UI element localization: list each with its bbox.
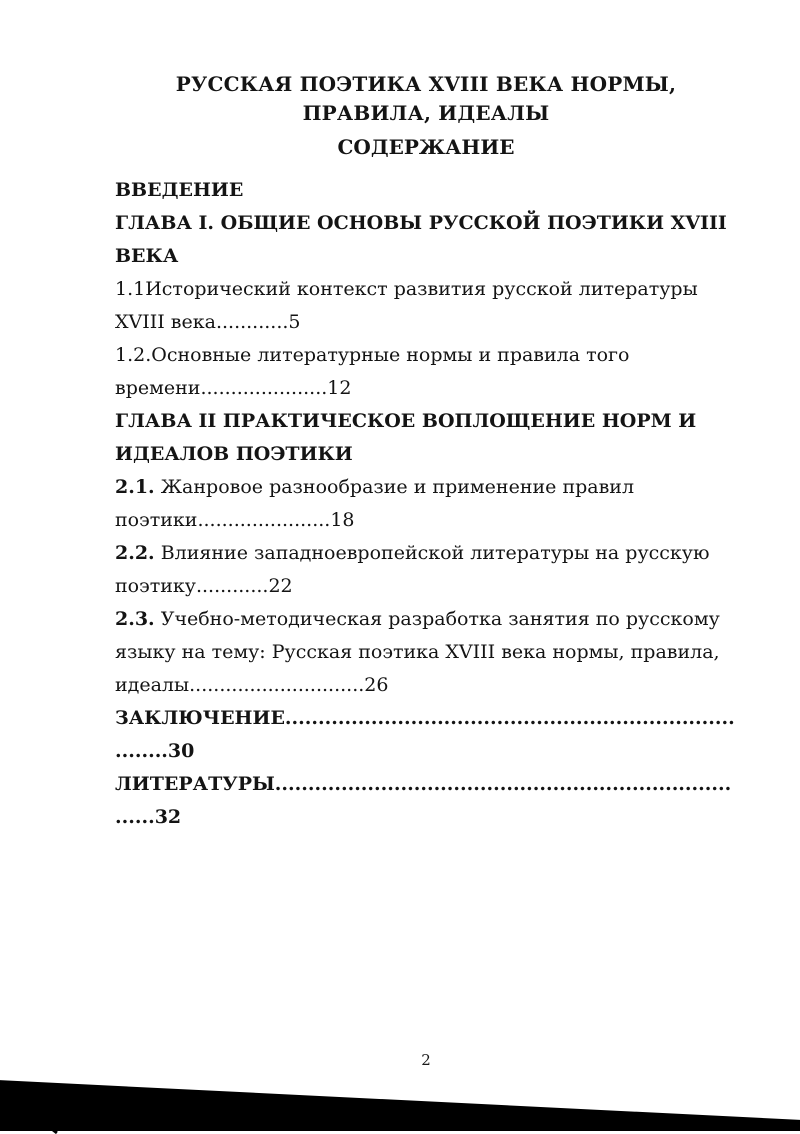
toc-entry: ЛИТЕРАТУРЫ...........................................................................32 <box>115 773 732 828</box>
toc-entry: 1.1Исторический контекст развития русской литературы XVIII века............5 <box>115 278 698 333</box>
page-number: 2 <box>421 1051 431 1069</box>
toc-list <box>115 174 737 834</box>
toc-entry: ГЛАВА II ПРАКТИЧЕСКОЕ ВОПЛОЩЕНИЕ НОРМ И ИДЕАЛОВ ПОЭТИКИ <box>115 410 697 465</box>
toc-entry: 2.1. Жанровое разнообразие и применение правил поэтики......................18 <box>115 476 635 531</box>
document-title: РУССКАЯ ПОЭТИКА XVIII ВЕКА НОРМЫ, ПРАВИЛА, ИДЕАЛЫ <box>175 72 677 125</box>
toc-entry: 2.3. Учебно-методическая разработка занятия по русскому языку на тему: Русская поэтика XVIII века нормы, правила, идеалы.............................26 <box>115 608 720 696</box>
scan-bottom-edge <box>0 1069 800 1131</box>
toc-entry: 1.2.Основные литературные нормы и правила того времени.....................12 <box>115 344 630 399</box>
toc-entry-prefix: 2.2. <box>115 542 155 564</box>
toc-entry: ВВЕДЕНИЕ <box>115 179 244 201</box>
toc-entry: ГЛАВА I. ОБЩИЕ ОСНОВЫ РУССКОЙ ПОЭТИКИ XVIII ВЕКА <box>115 212 727 267</box>
toc-entry-prefix: 2.1. <box>115 476 155 498</box>
toc-heading: СОДЕРЖАНИЕ <box>337 135 515 159</box>
toc-entry: 2.2. Влияние западноевропейской литературы на русскую поэтику............22 <box>115 542 710 597</box>
document-content <box>115 70 737 834</box>
toc-entry: ЗАКЛЮЧЕНИЕ............................................................................30 <box>115 707 735 762</box>
toc-entry-prefix: 2.3. <box>115 608 155 630</box>
